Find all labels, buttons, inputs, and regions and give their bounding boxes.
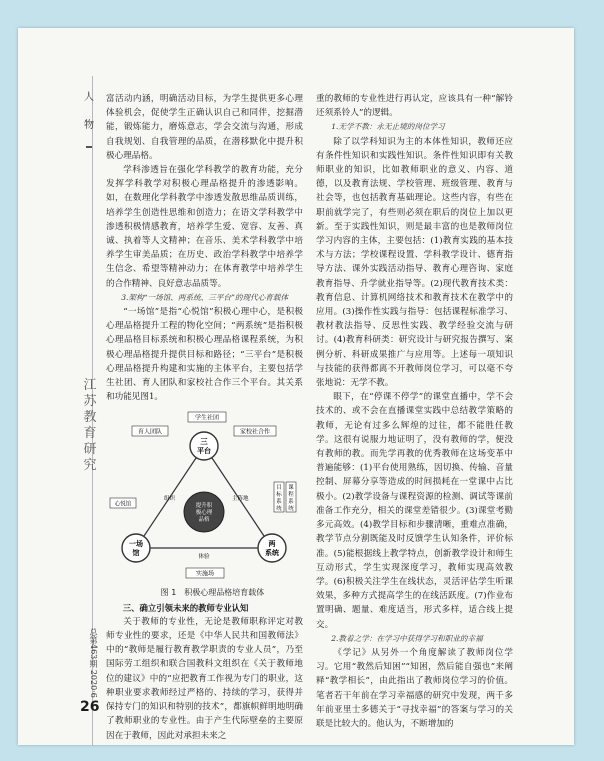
paragraph: 眼下，在“停课不停学”的课堂直播中，学不会技术的、或不会在直播课堂实践中总结教学策略的教师，无论有过多么辉煌的过往，都不能胜任教学。这很有说服力地证明了，没有教师的学，便没有教师的教。而先学再教的优秀教师在这场变革中普遍能够：(1)平台使用熟练，因切换、传输、音量控制、屏幕分享等造成的时间损耗在一堂课中占比极小。(2)教学设备与课程资源的检测、调试等课前准备工作充分，相关的课堂差错很少。(3)课堂考勤多元高效。(4)教学目标和步骤清晰，重难点准确，教学节点分割既能及时反馈学生认知条件，评价标准。(5)能根据线上教学特点，创新教学设计和师生互动形式，学生实现深度学习，教师实现高效教学。(6)积极关注学生在线状态，灵活评估学生听课效果，多种方式提高学生的在线活跃度。(7)作业布置明确、题量、难度适当，形式多样，适合线上提交。 <box>316 392 513 630</box>
top-node-text-1: 三 <box>200 437 208 447</box>
edge-left-label: 组织 <box>164 496 176 503</box>
bottom-label-text: 实施场 <box>195 570 215 578</box>
left-node <box>122 534 150 562</box>
left-top-text: 育人团队 <box>137 428 163 436</box>
right-box-2-char: 程 <box>288 492 294 499</box>
paragraph: “一场馆”是指“心悦馆”积极心理中心，是积极心理品格提升工程的物化空间；“两系统”是指积极心理品格目标系统和积极心理品格课程系统，为积极心理品格提升提供目标和路径；“三平台”是积极心理品格提升构建和实施的主体平台，主要包括学生社团、育人团队和家校社合作三个平台。其关系和功能见图1。 <box>106 307 303 403</box>
section-heading: 三、确立引领未来的教师专业认知 <box>122 602 249 613</box>
edge-bottom-label: 体验 <box>198 554 210 561</box>
right-box-2-char: 系 <box>288 499 294 506</box>
sidebar-marker <box>86 146 92 148</box>
subheading: 3.架构“一场馆、两系统、三平台”的现代心育载体 <box>121 292 289 302</box>
right-node <box>258 534 286 562</box>
center-text-3: 品格 <box>198 517 210 524</box>
sidebar-char-1: 人 <box>84 92 94 103</box>
right-box-1-char: 标 <box>276 492 282 499</box>
calli-char: 研 <box>83 442 97 457</box>
right-box-2-char: 统 <box>288 506 294 513</box>
calli-char: 育 <box>83 426 97 441</box>
paragraph: 富活动内涵，明确活动目标，为学生提供更多心理体验机会，促使学生正确认识自己和同伴，挖掘潜能，锻炼能力，磨炼意志，学会交流与沟通，形成自我规划、自我管理的品质，在潜移默化中提升积极心理品格。 <box>106 94 303 161</box>
diagram-svg <box>106 408 303 586</box>
paragraph: 《学记》从另外一个角度解读了教师岗位学习。它用“教然后知困”“知困，然后能自强也”来阐释“教学相长”，由此指出了教师岗位学习的价值。笔者若干年前在学习幸福感的研究中发现，两千多年前亚里士多德关于“寻找幸福”的答案与学习的关联是比较大的。他认为，不断增加的 <box>316 647 513 729</box>
top-label-text: 学生社团 <box>194 414 220 422</box>
left-box-text: 心悦馆 <box>114 501 132 508</box>
issue-label: 总第463期 2020·6 <box>89 628 98 698</box>
paragraph: 除了以学科知识为主的本体性知识，教师还应有条件性知识和实践性知识。条件性知识即有关教师职业的知识，比如教师职业的意义、内容、道德，以及教育法规、学校管理、班级管理、教育与社会等，也包括教育基础理论。这些内容，有些在职前就学完了，有些则必须在职后的岗位上加以更新。至于实践性知识，则是最丰富的也是教师岗位学习内容的主体，主要包括：(1)教育实践的基本技术与方法；学校课程设置、学科教学设计、德育指导方法、课外实践活动指导、教育心理咨询、家庭教育指导、升学就业指导等。(2)现代教育技术类：教育信息、计算机网络技术和教育技术在教学中的应用。(3)操作性实践与指导：包括课程标准学习、教材教法指导、反思性实践、教学经验交流与研讨。(4)教育科研类：研究设计与研究报告撰写、案例分析、科研成果推广与应用等。上述每一项知识与技能的获得都离不开教师岗位学习，可以毫不夸张地说：无学不教。 <box>316 136 513 389</box>
left-node-text-2: 馆 <box>132 549 140 558</box>
subheading: 1.无学不教：永无止境的岗位学习 <box>331 122 445 132</box>
paragraph: 重的教师的专业性进行再认定，应该具有一种“解铃还须系铃人”的逻辑。 <box>316 94 513 119</box>
subheading: 2.教着之学：在学习中获得学习和职业的幸福 <box>331 633 483 643</box>
left-node-text-1: 一场 <box>129 540 143 549</box>
right-box-1-char: 系 <box>276 499 282 506</box>
calli-char: 江 <box>83 378 97 393</box>
figure-caption: 图 1 积极心理品格培育载体 <box>160 588 265 598</box>
paragraph: 学科渗透旨在强化学科教学的教育功能，充分发挥学科教学对积极心理品格提升的渗透影响。如，在数理化学科教学中渗透发散思维品质训练，培养学生创造性思维和创造力；在语文学科教学中渗透积极情感教育，培养学生爱、宽容、友善、真诚、执着等人文精神；在音乐、美术学科教学中培养学生审美品质；在历史、政治学科教学中培养学生信念、希望等精神动力；在体育教学中培养学生的合作精神、良好意志品质等。 <box>106 165 303 289</box>
right-box-1-char: 目 <box>276 485 282 492</box>
page-number: 26 <box>80 699 100 715</box>
center-text-1: 提升积 <box>195 503 213 510</box>
center-text-2: 极心理 <box>195 510 213 517</box>
section-sidebar <box>78 84 100 154</box>
figure-diagram <box>106 408 303 586</box>
right-node-text-2: 系统 <box>265 549 279 558</box>
paragraph: 关于教师的专业性，无论是教师职称评定对教师专业性的要求，还是《中华人民共和国教师法》中的“教师是履行教育教学职责的专业人员”，乃至国际劳工组织和联合国教科文组织在《关于教师地位的建议》中的“应把教育工作视为专门的职业，这种职业要求教师经过严格的、持续的学习，获得并保持专门的知识和特别的技术”，都旗帜鲜明地明确了教师职业的专业性。由于产生代际壁垒的主要原因在于教师，因此对承担未来之 <box>106 616 303 741</box>
sidebar-char-2: 物 <box>84 120 94 131</box>
top-node-text-2: 平台 <box>197 447 211 456</box>
right-box-2-char: 课 <box>288 485 294 492</box>
right-box-1-char: 统 <box>276 506 282 513</box>
edge-right-label: 主阵地 <box>232 496 249 503</box>
calli-char: 苏 <box>83 394 97 409</box>
text-column-left <box>106 92 303 743</box>
journal-logo-calligraphy <box>78 378 102 474</box>
calli-char: 究 <box>83 458 97 473</box>
right-node-text-1: 两 <box>268 540 276 549</box>
right-top-text: 家校社合作 <box>239 428 271 436</box>
text-column-right <box>316 92 513 731</box>
calli-char: 教 <box>83 410 97 425</box>
